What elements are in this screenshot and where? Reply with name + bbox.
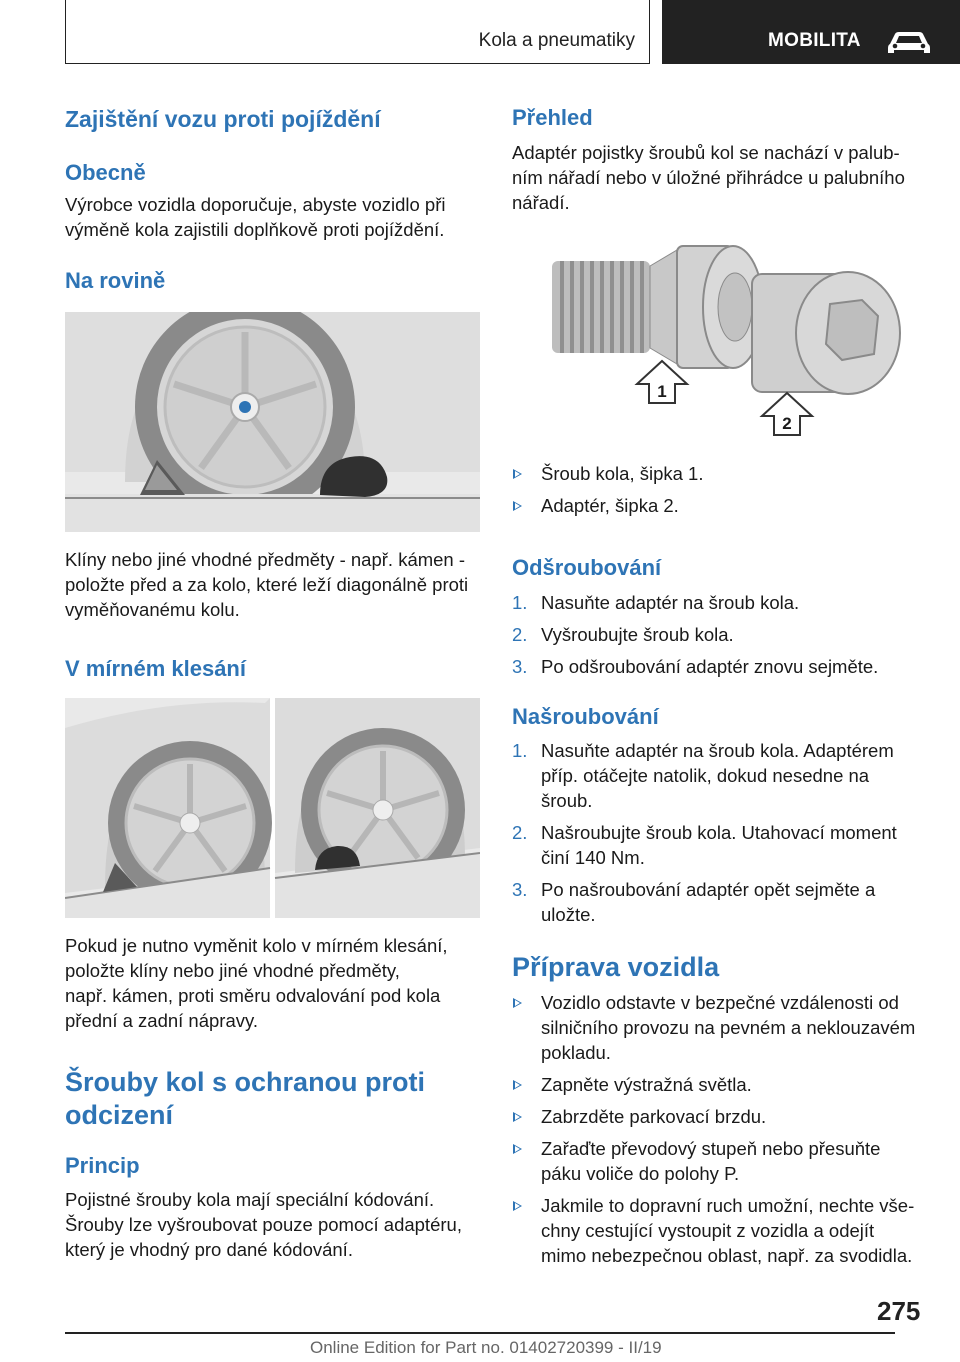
list-item: Adaptér, šipka 2. — [512, 493, 927, 518]
prep-bullet-list — [512, 990, 932, 1268]
heading-overview: Přehled — [512, 105, 593, 130]
chapter-tab-label: MOBILITA — [768, 30, 861, 51]
principle-text: Pojistné šrouby kola mají speciální kódování. Šrouby lze vyšroubovat pouze pomocí adaptéru, který je vhodný pro dané kódování. — [65, 1189, 462, 1260]
illustration-bolt-and-adapter — [512, 236, 927, 456]
section-title: Kola a pneumatiky — [478, 30, 635, 51]
overview-text: Adaptér pojistky šroubů kol se nachází v palub- ním nářadí nebo v úložné přihrádce u palubního nářadí. — [512, 142, 905, 213]
section-title-locking-bolts: Šrouby kol s ochranou proti odcizení — [65, 1067, 426, 1130]
heading-flat: Na rovině — [65, 268, 166, 293]
heading-principle: Princip — [65, 1153, 140, 1178]
list-item: 2. Našroubujte šroub kola. Utahovací moment činí 140 Nm. — [512, 822, 897, 868]
figure-label-1: 1 — [657, 382, 667, 401]
flat-text: Klíny nebo jiné vhodné předměty - např. kámen - položte před a za kolo, které leží diagonálně proti vyměňovanému kolu. — [65, 549, 469, 620]
chapter-tab — [662, 0, 960, 64]
general-text: Výrobce vozidla doporučuje, abyste vozidlo při výměně kola zajistili doplňkově proti pojíždění. — [65, 194, 446, 240]
section-title-wheel-chocks: Zajištění vozu proti pojíždění — [65, 106, 381, 132]
heading-unscrew: Odšroubování — [512, 555, 662, 580]
section-title-vehicle-prep: Příprava vozidla — [512, 952, 720, 982]
slope-text: Pokud je nutno vyměnit kolo v mírném klesání, položte klíny nebo jiné vhodné předměty, např. kámen, proti směru odvalování pod kola přední a zadní nápravy. — [65, 935, 448, 1031]
illustration-wheel-chocks-slope — [65, 698, 480, 918]
car-icon — [886, 28, 932, 56]
footer-divider — [65, 1332, 895, 1334]
triangle-bullet-icon — [513, 1144, 522, 1154]
screw-in-steps — [512, 738, 927, 927]
list-item: Jakmile to dopravní ruch umožní, nechte vše- chny cestující vystoupit z vozidla a odejít mimo nebezpečnou oblast, např. za svodidla. — [512, 1193, 932, 1268]
list-item: 3. Po odšroubování adaptér znovu sejměte. — [512, 656, 879, 677]
list-item: 1. Nasuňte adaptér na šroub kola. Adaptérem příp. otáčejte natolik, dokud nesedne na šroub. — [512, 740, 894, 811]
illustration-wheel-chocks-flat — [65, 312, 480, 532]
list-item: Zařaďte převodový stupeň nebo přesuňte páku voliče do polohy P. — [512, 1136, 932, 1186]
triangle-bullet-icon — [513, 469, 522, 479]
page-number: 275 — [877, 1296, 921, 1326]
list-item: 3. Po našroubování adaptér opět sejměte a uložte. — [512, 879, 876, 925]
triangle-bullet-icon — [513, 998, 522, 1008]
list-item: Šroub kola, šipka 1. — [512, 461, 927, 486]
heading-slope: V mírném klesání — [65, 656, 246, 681]
triangle-bullet-icon — [513, 1080, 522, 1090]
footer-edition: Online Edition for Part no. 01402720399 - II/19 — [310, 1338, 662, 1357]
triangle-bullet-icon — [513, 501, 522, 511]
list-item: 2. Vyšroubujte šroub kola. — [512, 624, 734, 645]
list-item: Zabrzděte parkovací brzdu. — [512, 1104, 932, 1129]
header-section-box — [65, 0, 650, 64]
list-item: 1. Nasuňte adaptér na šroub kola. — [512, 592, 800, 613]
triangle-bullet-icon — [513, 1201, 522, 1211]
heading-general: Obecně — [65, 160, 146, 185]
triangle-bullet-icon — [513, 1112, 522, 1122]
figure-label-2: 2 — [782, 414, 792, 433]
list-item: Zapněte výstražná světla. — [512, 1072, 932, 1097]
heading-screw-in: Našroubování — [512, 704, 659, 729]
list-item: Vozidlo odstavte v bezpečné vzdálenosti od silničního provozu na pevném a neklouzavém pokladu. — [512, 990, 932, 1065]
unscrew-steps — [512, 590, 927, 679]
overview-bullet-list — [512, 461, 927, 518]
